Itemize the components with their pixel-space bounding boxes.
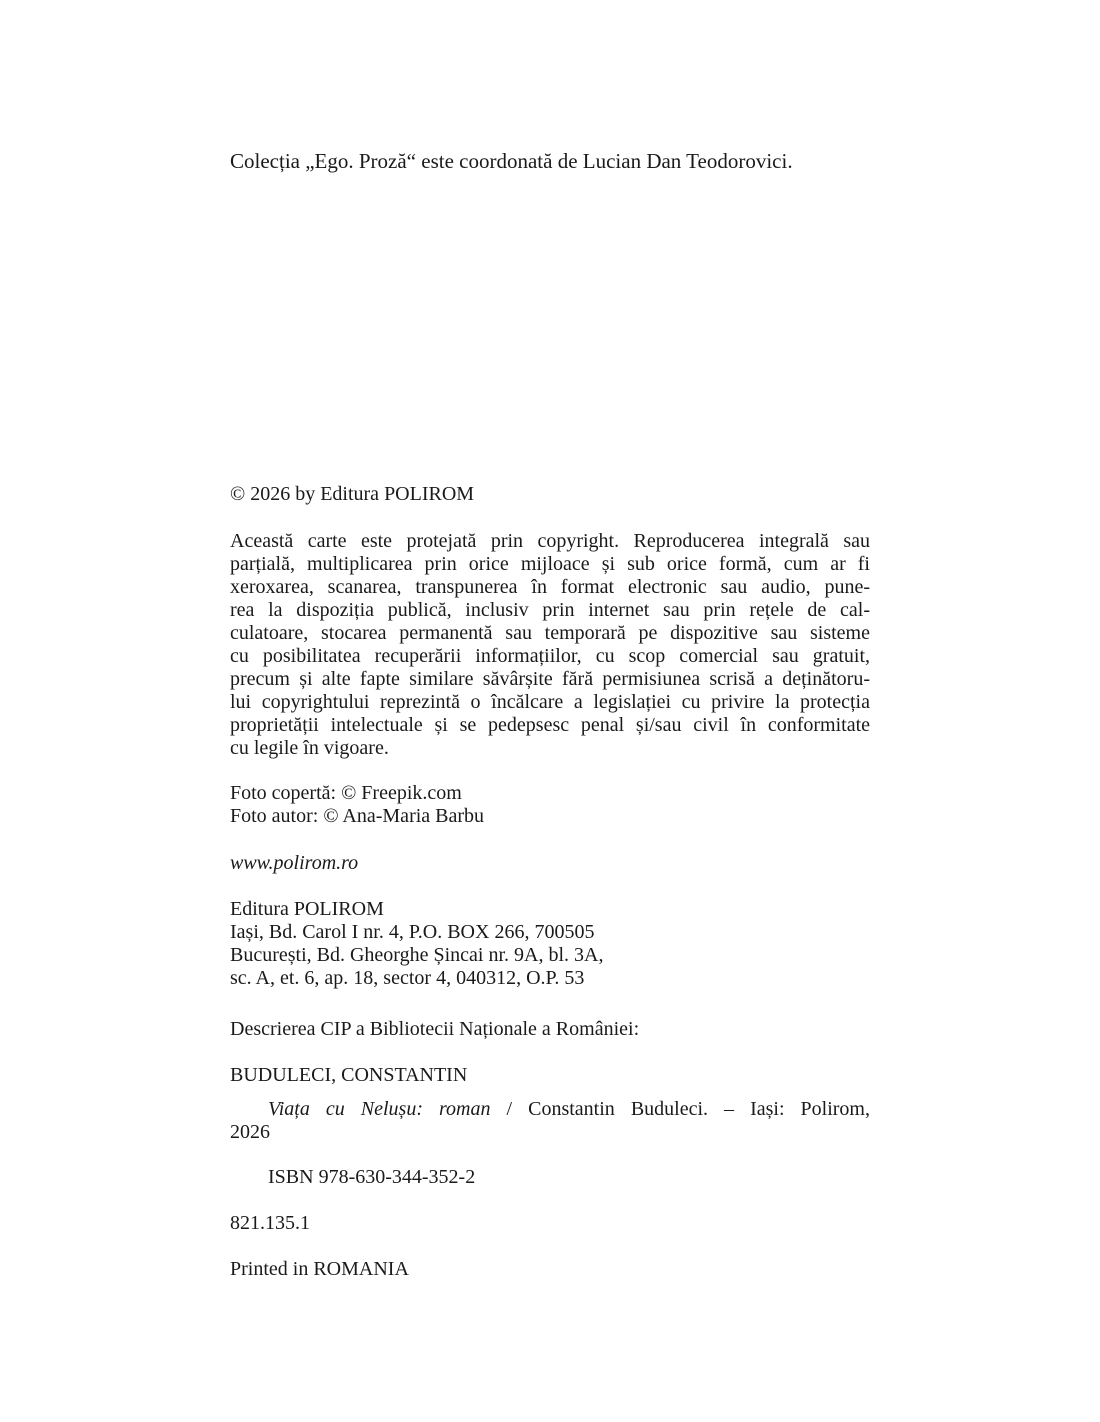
book-title: Viața cu Nelușu: roman — [268, 1098, 491, 1120]
legal-line: rea la dispoziția publică, inclusiv prin internet sau prin rețele de cal- — [230, 599, 870, 621]
cip-description-rest: / Constantin Buduleci. – Iași: Polirom, — [490, 1098, 870, 1120]
cip-description — [230, 1098, 870, 1144]
author-photo-credit: Foto autor: © Ana-Maria Barbu — [230, 805, 485, 827]
printed-in: Printed in ROMANIA — [230, 1258, 409, 1280]
cip-description-line — [230, 1098, 870, 1121]
legal-line: lui copyrightului reprezintă o încălcare a legislației cu privire la protecția — [230, 691, 870, 713]
legal-line: culatoare, stocarea permanentă sau temporară pe dispozitive sau sisteme — [230, 622, 870, 644]
legal-line: Această carte este protejată prin copyright. Reproducerea integrală sau — [230, 530, 870, 552]
publisher-address — [230, 898, 870, 990]
cip-author: BUDULECI, CONSTANTIN — [230, 1064, 468, 1086]
legal-line: parțială, multiplicarea prin orice mijloace și sub orice formă, cum ar fi — [230, 553, 870, 575]
photo-credits — [230, 782, 870, 828]
legal-line: proprietății intelectuale și se pedepsesc penal și/sau civil în conformitate — [230, 714, 870, 736]
classification-code: 821.135.1 — [230, 1212, 310, 1234]
legal-line: xeroxarea, scanarea, transpunerea în format electronic sau audio, pune- — [230, 576, 870, 598]
publisher-name: Editura POLIROM — [230, 898, 384, 920]
legal-line: cu legile în vigoare. — [230, 737, 389, 759]
address-bucuresti: București, Bd. Gheorghe Șincai nr. 9A, bl. 3A, — [230, 944, 604, 966]
isbn: ISBN 978-630-344-352-2 — [268, 1166, 476, 1188]
cover-photo-credit: Foto copertă: © Freepik.com — [230, 782, 462, 804]
cip-year: 2026 — [230, 1121, 270, 1143]
cip-heading: Descrierea CIP a Bibliotecii Naționale a României: — [230, 1018, 640, 1040]
legal-line: cu posibilitatea recuperării informațiilor, cu scop comercial sau gratuit, — [230, 645, 870, 667]
copyright-line: © 2026 by Editura POLIROM — [230, 483, 475, 505]
website-link[interactable]: www.polirom.ro — [230, 852, 359, 874]
collection-note: Colecția „Ego. Proză“ este coordonată de Lucian Dan Teodorovici. — [230, 149, 793, 173]
legal-notice — [230, 530, 870, 760]
address-iasi: Iași, Bd. Carol I nr. 4, P.O. BOX 266, 700505 — [230, 921, 595, 943]
address-bucuresti-detail: sc. A, et. 6, ap. 18, sector 4, 040312, O.P. 53 — [230, 967, 585, 989]
legal-line: precum și alte fapte similare săvârșite fără permisiunea scrisă a deținătoru- — [230, 668, 870, 690]
